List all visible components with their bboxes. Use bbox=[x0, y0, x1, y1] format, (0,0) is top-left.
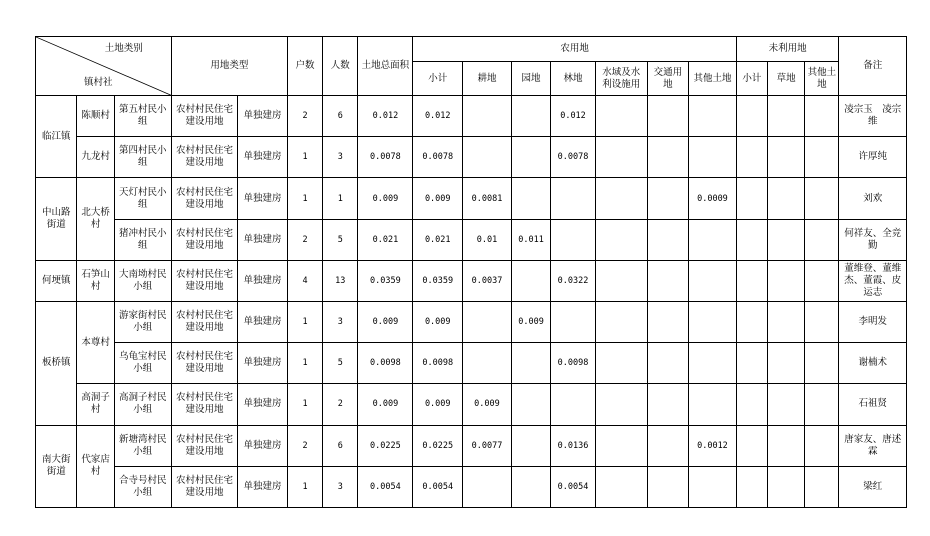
build-type-cell: 单独建房 bbox=[238, 178, 288, 219]
table-row bbox=[36, 343, 907, 384]
group-cell: 猪冲村民小组 bbox=[114, 219, 171, 260]
total-area-cell: 0.0225 bbox=[358, 425, 413, 466]
land-type-cell: 农村村民住宅建设用地 bbox=[171, 260, 237, 301]
table-row bbox=[36, 96, 907, 137]
households-cell: 2 bbox=[287, 425, 322, 466]
town-cell: 板桥镇 bbox=[36, 301, 77, 425]
agri-subtotal-cell: 0.0078 bbox=[413, 137, 463, 178]
households-cell: 2 bbox=[287, 96, 322, 137]
plough-cell bbox=[463, 301, 512, 342]
corner-top-label: 土地类别 bbox=[104, 43, 143, 54]
table-row bbox=[36, 425, 907, 466]
grass-cell bbox=[767, 301, 804, 342]
unused-subtotal-cell bbox=[736, 384, 767, 425]
water-cell bbox=[595, 219, 647, 260]
other-land-cell bbox=[689, 384, 737, 425]
remark-cell: 谢楠术 bbox=[839, 343, 907, 384]
table-row bbox=[36, 137, 907, 178]
forest-cell: 0.0098 bbox=[551, 343, 596, 384]
land-type-cell: 农村村民住宅建设用地 bbox=[171, 137, 237, 178]
unused-other-cell bbox=[805, 425, 839, 466]
garden-cell: 0.009 bbox=[511, 301, 550, 342]
grass-cell bbox=[767, 260, 804, 301]
forest-cell: 0.0054 bbox=[551, 466, 596, 507]
unused-other-cell bbox=[805, 301, 839, 342]
remark-cell: 梁红 bbox=[839, 466, 907, 507]
traffic-cell bbox=[647, 425, 688, 466]
households-cell: 1 bbox=[287, 301, 322, 342]
village-cell: 北大桥村 bbox=[77, 178, 114, 260]
land-type-cell: 农村村民住宅建设用地 bbox=[171, 178, 237, 219]
other-land-cell: 0.0009 bbox=[689, 178, 737, 219]
garden-cell bbox=[511, 96, 550, 137]
unused-sub-header: 其他土地 bbox=[805, 62, 839, 96]
households-cell: 1 bbox=[287, 384, 322, 425]
water-cell bbox=[595, 96, 647, 137]
unused-subtotal-cell bbox=[736, 96, 767, 137]
agri-sub-header: 耕地 bbox=[463, 62, 512, 96]
village-cell: 本尊村 bbox=[77, 301, 114, 383]
grass-cell bbox=[767, 96, 804, 137]
garden-cell: 0.011 bbox=[511, 219, 550, 260]
total-area-cell: 0.0054 bbox=[358, 466, 413, 507]
households-cell: 1 bbox=[287, 178, 322, 219]
agri-subtotal-cell: 0.0054 bbox=[413, 466, 463, 507]
traffic-cell bbox=[647, 466, 688, 507]
total-area-cell: 0.021 bbox=[358, 219, 413, 260]
table-row bbox=[36, 219, 907, 260]
forest-cell: 0.0078 bbox=[551, 137, 596, 178]
land-type-cell: 农村村民住宅建设用地 bbox=[171, 219, 237, 260]
table-row bbox=[36, 178, 907, 219]
unused-other-cell bbox=[805, 466, 839, 507]
group-cell: 大南坳村民小组 bbox=[114, 260, 171, 301]
forest-cell: 0.0322 bbox=[551, 260, 596, 301]
group-cell: 高洞子村民小组 bbox=[114, 384, 171, 425]
people-cell: 2 bbox=[323, 384, 358, 425]
unused-other-cell bbox=[805, 219, 839, 260]
forest-cell: 0.0136 bbox=[551, 425, 596, 466]
people-cell: 6 bbox=[323, 425, 358, 466]
agri-subtotal-cell: 0.021 bbox=[413, 219, 463, 260]
land-type-cell: 农村村民住宅建设用地 bbox=[171, 384, 237, 425]
forest-cell bbox=[551, 178, 596, 219]
corner-header-cell bbox=[36, 37, 172, 96]
plough-cell: 0.01 bbox=[463, 219, 512, 260]
group-cell: 新塘湾村民小组 bbox=[114, 425, 171, 466]
other-land-cell bbox=[689, 301, 737, 342]
garden-cell bbox=[511, 260, 550, 301]
water-cell bbox=[595, 137, 647, 178]
total-area-cell: 0.0098 bbox=[358, 343, 413, 384]
unused-subtotal-cell bbox=[736, 260, 767, 301]
households-cell: 1 bbox=[287, 343, 322, 384]
village-cell: 石笋山村 bbox=[77, 260, 114, 301]
households-cell: 2 bbox=[287, 219, 322, 260]
grass-cell bbox=[767, 137, 804, 178]
other-land-cell bbox=[689, 343, 737, 384]
forest-cell bbox=[551, 219, 596, 260]
people-cell: 1 bbox=[323, 178, 358, 219]
village-cell: 代家店村 bbox=[77, 425, 114, 508]
garden-cell bbox=[511, 425, 550, 466]
town-cell: 中山路街道 bbox=[36, 178, 77, 260]
land-type-cell: 农村村民住宅建设用地 bbox=[171, 301, 237, 342]
forest-cell: 0.012 bbox=[551, 96, 596, 137]
agri-subtotal-cell: 0.009 bbox=[413, 384, 463, 425]
unused-other-cell bbox=[805, 96, 839, 137]
table-row bbox=[36, 260, 907, 301]
people-cell: 3 bbox=[323, 137, 358, 178]
build-type-cell: 单独建房 bbox=[238, 425, 288, 466]
plough-cell bbox=[463, 466, 512, 507]
households-cell: 1 bbox=[287, 137, 322, 178]
total-area-cell: 0.009 bbox=[358, 178, 413, 219]
traffic-cell bbox=[647, 301, 688, 342]
build-type-cell: 单独建房 bbox=[238, 137, 288, 178]
total-area-cell: 0.0359 bbox=[358, 260, 413, 301]
water-cell bbox=[595, 301, 647, 342]
other-land-cell bbox=[689, 260, 737, 301]
remark-cell: 唐家友、唐述霖 bbox=[839, 425, 907, 466]
village-cell: 陈顺村 bbox=[77, 96, 114, 137]
header-row-1 bbox=[36, 37, 907, 62]
traffic-cell bbox=[647, 178, 688, 219]
agri-subtotal-cell: 0.0225 bbox=[413, 425, 463, 466]
village-cell: 高洞子村 bbox=[77, 384, 114, 425]
agri-subtotal-cell: 0.009 bbox=[413, 178, 463, 219]
grass-cell bbox=[767, 466, 804, 507]
traffic-cell bbox=[647, 96, 688, 137]
remark-cell: 何祥友、全竞勤 bbox=[839, 219, 907, 260]
plough-cell: 0.0081 bbox=[463, 178, 512, 219]
traffic-cell bbox=[647, 219, 688, 260]
unused-subtotal-cell bbox=[736, 466, 767, 507]
remark-cell: 董维登、董维杰、董霞、皮运志 bbox=[839, 260, 907, 301]
agri-sub-header: 水域及水利设施用 bbox=[595, 62, 647, 96]
unused-subtotal-cell bbox=[736, 425, 767, 466]
plough-cell: 0.009 bbox=[463, 384, 512, 425]
land-type-cell: 农村村民住宅建设用地 bbox=[171, 343, 237, 384]
other-land-cell bbox=[689, 137, 737, 178]
unused-subtotal-cell bbox=[736, 301, 767, 342]
grass-cell bbox=[767, 178, 804, 219]
total-area-cell: 0.0078 bbox=[358, 137, 413, 178]
corner-bottom-label: 镇村社 bbox=[84, 77, 113, 89]
agri-subtotal-cell: 0.0098 bbox=[413, 343, 463, 384]
people-cell: 3 bbox=[323, 301, 358, 342]
remark-cell: 石祖贤 bbox=[839, 384, 907, 425]
remark-header: 备注 bbox=[839, 37, 907, 96]
unused-other-cell bbox=[805, 178, 839, 219]
water-cell bbox=[595, 178, 647, 219]
garden-cell bbox=[511, 384, 550, 425]
grass-cell bbox=[767, 384, 804, 425]
build-type-cell: 单独建房 bbox=[238, 301, 288, 342]
people-cell: 13 bbox=[323, 260, 358, 301]
group-cell: 游家街村民小组 bbox=[114, 301, 171, 342]
plough-cell: 0.0037 bbox=[463, 260, 512, 301]
water-cell bbox=[595, 384, 647, 425]
people-cell: 3 bbox=[323, 466, 358, 507]
forest-cell bbox=[551, 301, 596, 342]
remark-cell: 许厚纯 bbox=[839, 137, 907, 178]
unused-subtotal-cell bbox=[736, 219, 767, 260]
group-cell: 乌龟宝村民小组 bbox=[114, 343, 171, 384]
land-type-cell: 农村村民住宅建设用地 bbox=[171, 466, 237, 507]
agri-sub-header: 林地 bbox=[551, 62, 596, 96]
garden-cell bbox=[511, 137, 550, 178]
village-cell: 九龙村 bbox=[77, 137, 114, 178]
build-type-cell: 单独建房 bbox=[238, 343, 288, 384]
other-land-cell bbox=[689, 219, 737, 260]
land-type-cell: 农村村民住宅建设用地 bbox=[171, 425, 237, 466]
traffic-cell bbox=[647, 343, 688, 384]
grass-cell bbox=[767, 425, 804, 466]
town-cell: 临江镇 bbox=[36, 96, 77, 178]
plough-cell: 0.0077 bbox=[463, 425, 512, 466]
grass-cell bbox=[767, 343, 804, 384]
group-cell: 合寺号村民小组 bbox=[114, 466, 171, 507]
unused-header: 未利用地 bbox=[736, 37, 839, 62]
town-cell: 南大街街道 bbox=[36, 425, 77, 508]
households-header: 户数 bbox=[287, 37, 322, 96]
plough-cell bbox=[463, 343, 512, 384]
group-cell: 天灯村民小组 bbox=[114, 178, 171, 219]
agri-subtotal-cell: 0.0359 bbox=[413, 260, 463, 301]
remark-cell: 凌宗玉 凌宗维 bbox=[839, 96, 907, 137]
unused-sub-header: 小计 bbox=[736, 62, 767, 96]
households-cell: 1 bbox=[287, 466, 322, 507]
agri-header: 农用地 bbox=[413, 37, 736, 62]
people-header: 人数 bbox=[323, 37, 358, 96]
build-type-cell: 单独建房 bbox=[238, 260, 288, 301]
unused-subtotal-cell bbox=[736, 178, 767, 219]
land-type-cell: 农村村民住宅建设用地 bbox=[171, 96, 237, 137]
traffic-cell bbox=[647, 384, 688, 425]
total-area-header: 土地总面积 bbox=[358, 37, 413, 96]
unused-subtotal-cell bbox=[736, 343, 767, 384]
other-land-cell bbox=[689, 466, 737, 507]
unused-other-cell bbox=[805, 343, 839, 384]
town-cell: 何埂镇 bbox=[36, 260, 77, 301]
forest-cell bbox=[551, 384, 596, 425]
other-land-cell: 0.0012 bbox=[689, 425, 737, 466]
water-cell bbox=[595, 260, 647, 301]
plough-cell bbox=[463, 96, 512, 137]
group-cell: 第四村民小组 bbox=[114, 137, 171, 178]
table-row bbox=[36, 466, 907, 507]
other-land-cell bbox=[689, 96, 737, 137]
garden-cell bbox=[511, 343, 550, 384]
unused-other-cell bbox=[805, 384, 839, 425]
grass-cell bbox=[767, 219, 804, 260]
people-cell: 5 bbox=[323, 219, 358, 260]
table-row bbox=[36, 384, 907, 425]
build-type-cell: 单独建房 bbox=[238, 219, 288, 260]
build-type-cell: 单独建房 bbox=[238, 96, 288, 137]
build-type-cell: 单独建房 bbox=[238, 466, 288, 507]
agri-sub-header: 其他土地 bbox=[689, 62, 737, 96]
remark-cell: 刘欢 bbox=[839, 178, 907, 219]
people-cell: 5 bbox=[323, 343, 358, 384]
water-cell bbox=[595, 466, 647, 507]
people-cell: 6 bbox=[323, 96, 358, 137]
water-cell bbox=[595, 343, 647, 384]
land-use-table bbox=[35, 36, 907, 508]
agri-sub-header: 小计 bbox=[413, 62, 463, 96]
build-type-cell: 单独建房 bbox=[238, 384, 288, 425]
total-area-cell: 0.012 bbox=[358, 96, 413, 137]
agri-subtotal-cell: 0.009 bbox=[413, 301, 463, 342]
agri-subtotal-cell: 0.012 bbox=[413, 96, 463, 137]
garden-cell bbox=[511, 178, 550, 219]
unused-subtotal-cell bbox=[736, 137, 767, 178]
agri-sub-header: 园地 bbox=[511, 62, 550, 96]
remark-cell: 李明发 bbox=[839, 301, 907, 342]
agri-sub-header: 交通用地 bbox=[647, 62, 688, 96]
unused-other-cell bbox=[805, 260, 839, 301]
traffic-cell bbox=[647, 260, 688, 301]
unused-sub-header: 草地 bbox=[767, 62, 804, 96]
group-cell: 第五村民小组 bbox=[114, 96, 171, 137]
water-cell bbox=[595, 425, 647, 466]
total-area-cell: 0.009 bbox=[358, 301, 413, 342]
unused-other-cell bbox=[805, 137, 839, 178]
garden-cell bbox=[511, 466, 550, 507]
traffic-cell bbox=[647, 137, 688, 178]
plough-cell bbox=[463, 137, 512, 178]
table-row bbox=[36, 301, 907, 342]
land-use-type-header: 用地类型 bbox=[171, 37, 287, 96]
households-cell: 4 bbox=[287, 260, 322, 301]
total-area-cell: 0.009 bbox=[358, 384, 413, 425]
